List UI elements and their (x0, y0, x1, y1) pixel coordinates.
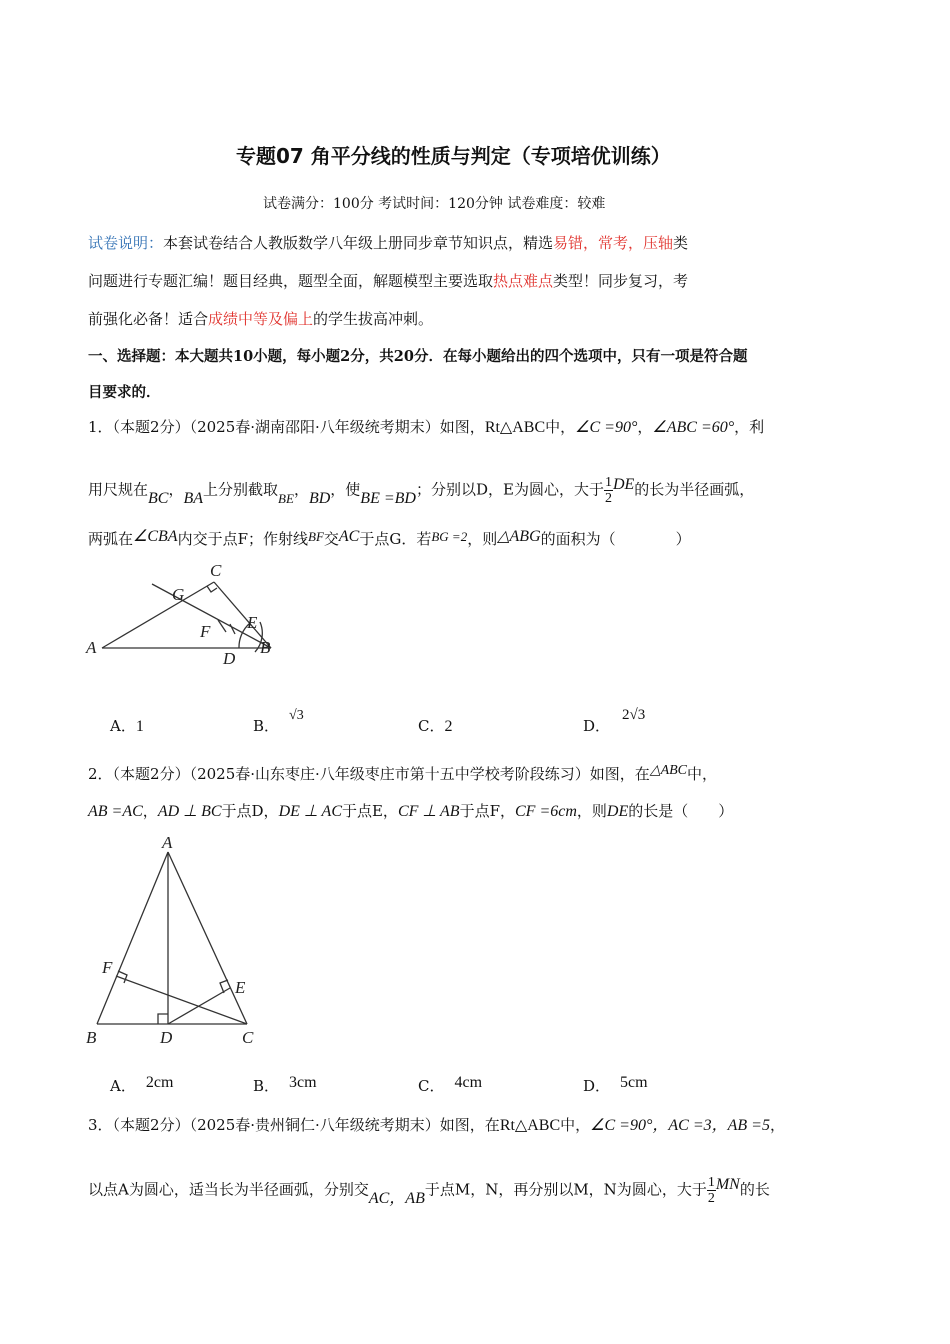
text: ， (293, 480, 309, 499)
option-key: B． (253, 717, 280, 735)
math: DE (606, 803, 629, 820)
fraction (707, 1175, 716, 1206)
exam-meta: 试卷满分：100分 考试时间：120分钟 试卷难度：较难 (263, 196, 606, 212)
fig-label-f: F (200, 622, 211, 641)
text: 两弧在 (88, 530, 134, 548)
math: ∠C =90° (575, 419, 638, 436)
intro-text: 类型！同步复习，考 (553, 272, 689, 290)
q3-line-2 (88, 1175, 770, 1206)
option-key: D． (583, 717, 611, 735)
q2-figure (80, 828, 265, 1050)
math: DE ⊥ AC (278, 803, 342, 820)
text: ，使 (330, 480, 361, 499)
text: 于点M，N，再分别以M，N为圆心，大于 (424, 1180, 707, 1199)
fig-label-d: D (223, 649, 236, 668)
text: 内交于点F；作射线 (177, 530, 308, 548)
q1-option-b[interactable] (253, 708, 304, 736)
intro-text: 前强化必备！适合 (88, 310, 209, 328)
math: AB =AC (88, 803, 143, 820)
math: Rt△ABC (499, 1117, 561, 1134)
math: ∠C =90°，AC =3，AB =5 (590, 1117, 770, 1134)
text: 交 (323, 530, 339, 548)
q3-line-1 (88, 1112, 785, 1135)
math: BE =BD (360, 489, 416, 507)
text: ， (637, 418, 653, 436)
text: 的长 (739, 1180, 770, 1199)
math: DE (612, 475, 635, 493)
option-value: 1 (135, 718, 144, 735)
math: BF (308, 529, 324, 544)
fig-label-c: C (210, 561, 222, 580)
option-value: 3cm (289, 1074, 317, 1091)
math: △ABC (649, 763, 688, 778)
math: BG =2 (431, 529, 468, 544)
q1-line-2 (88, 475, 754, 506)
text: 于点F， (459, 802, 515, 820)
fraction (604, 475, 613, 506)
math: BD (308, 489, 331, 507)
math: ∠CBA (133, 528, 178, 545)
fraction-denominator: 2 (707, 1191, 715, 1206)
text: 的长为半径画弧， (634, 480, 755, 499)
text: 中， (560, 1116, 591, 1134)
math: AC，AB (368, 1189, 425, 1207)
option-value: 2√3 (622, 707, 646, 723)
q1-line-1 (88, 416, 764, 437)
math: △ABG (497, 528, 541, 545)
math: BA (183, 489, 204, 507)
fraction-numerator: 1 (707, 1175, 715, 1190)
fig-label-a: A (162, 833, 173, 852)
math: CF =6cm (515, 803, 577, 820)
fig-label-b: B (86, 1028, 97, 1047)
text: ， (142, 802, 158, 820)
q1-line-3 (88, 528, 691, 549)
text: ，则 (467, 530, 498, 548)
math: ∠ABC =60° (652, 419, 735, 436)
q1-figure (80, 560, 285, 670)
q1-head: 1．（本题2分）（2025春·湖南邵阳·八年级统考期末）如图， (88, 418, 485, 436)
text: 于点G．若 (359, 530, 432, 548)
q2-option-c[interactable] (418, 1074, 483, 1096)
q1-option-d[interactable] (583, 707, 646, 736)
fig-label-f: F (102, 958, 113, 977)
fig-label-b: B (260, 638, 271, 657)
text: 于点E， (341, 802, 398, 820)
intro-text: 本套试卷结合人教版数学八年级上册同步章节知识点，精选 (163, 234, 554, 252)
option-key: D． (583, 1077, 611, 1095)
math: AC (338, 528, 360, 545)
text: ， (168, 480, 184, 499)
text: 中， (687, 765, 718, 783)
option-key: C． (418, 717, 445, 735)
text: 以点A为圆心，适当长为半径画弧，分别交 (88, 1180, 369, 1199)
page-title: 专题07 角平分线的性质与判定（专项培优训练） (236, 144, 671, 168)
option-key: B． (253, 1077, 280, 1095)
q3-head: 3．（本题2分）（2025春·贵州铜仁·八年级统考期末）如图，在 (88, 1116, 500, 1134)
text: 中， (545, 418, 576, 436)
fig-label-a: A (86, 638, 97, 657)
text: ， (769, 1116, 785, 1134)
q2-line-1 (88, 763, 717, 784)
math: Rt△ABC (484, 419, 546, 436)
option-value: √3 (289, 708, 304, 723)
option-value: 2 (444, 718, 453, 735)
math: MN (715, 1175, 740, 1193)
math: BE (278, 490, 294, 506)
q2-option-d[interactable] (583, 1074, 648, 1096)
option-key: A． (110, 717, 136, 735)
option-key: C． (418, 1077, 445, 1095)
fraction-numerator: 1 (604, 475, 612, 490)
intro-line-3 (88, 308, 433, 329)
intro-line-2 (88, 270, 688, 291)
intro-text: 的学生拔高冲刺。 (313, 310, 434, 328)
intro-line-1 (88, 232, 688, 253)
option-value: 5cm (620, 1074, 648, 1091)
option-value: 2cm (145, 1074, 174, 1091)
q1-option-a[interactable] (110, 715, 144, 736)
intro-highlight: 易错，常考，压轴 (553, 234, 674, 252)
fig-label-e: E (247, 613, 258, 632)
fraction-denominator: 2 (604, 491, 612, 506)
text: ，则 (576, 802, 607, 820)
fig-label-c: C (242, 1028, 254, 1047)
q2-option-b[interactable] (253, 1074, 317, 1096)
fig-label-e: E (235, 978, 246, 997)
text: 的长是（ ） (628, 802, 734, 820)
math: BC (148, 489, 169, 507)
section-header-line-1: 一、选择题：本大题共10小题，每小题2分，共20分．在每小题给出的四个选项中，只有一项是符合题 (88, 348, 748, 365)
fig-label-d: D (160, 1028, 173, 1047)
text: 用尺规在 (88, 480, 149, 499)
text: ；分别以D，E为圆心，大于 (415, 480, 604, 499)
intro-highlight: 热点难点 (493, 272, 554, 290)
section-header-line-2: 目要求的． (88, 384, 161, 401)
q2-option-a[interactable] (110, 1074, 174, 1096)
math: CF ⊥ AB (397, 803, 460, 820)
text: ，利 (734, 418, 765, 436)
q2-line-2 (88, 800, 733, 821)
fig-label-g: G (172, 585, 185, 604)
option-value: 4cm (454, 1074, 483, 1091)
intro-highlight: 成绩中等及偏上 (208, 310, 314, 328)
math: AD ⊥ BC (157, 803, 222, 820)
q1-option-c[interactable] (418, 715, 452, 736)
intro-label: 试卷说明： (88, 234, 164, 252)
q2-head: 2．（本题2分）（2025春·山东枣庄·八年级枣庄市第十五中学校考阶段练习）如图，在 (88, 765, 650, 783)
text: 上分别截取 (203, 480, 279, 499)
intro-text: 问题进行专题汇编！题目经典，题型全面，解题模型主要选取 (88, 272, 494, 290)
text: 于点D， (221, 802, 279, 820)
option-key: A． (110, 1077, 136, 1095)
text: 的面积为（ ） (540, 530, 691, 548)
intro-text: 类 (673, 234, 689, 252)
